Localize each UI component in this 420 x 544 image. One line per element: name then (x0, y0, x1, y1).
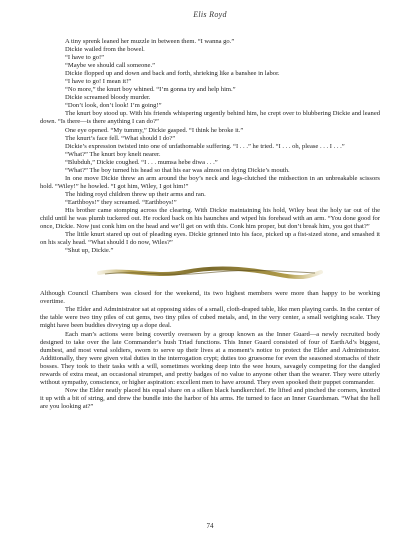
paragraph: In one move Dickie threw an arm around the boy’s neck and legs-clutched the midsection in an unbreakable scissors hold. “Wiley!” he howled. “I got him, Wiley, I got him!” (40, 174, 380, 190)
page-body (40, 38, 380, 411)
paragraph: “Shut up, Dickie.” (65, 247, 114, 255)
paragraph: Each man’s actions were being covertly overseen by a group known as the Inner Guard—a newly recruited body designed to take over the late Commander’s hush Triad functions. This Inner Guard consisted of four of EarthAd’s biggest, dumbest, and most venal soldiers, sworn to serve up their lives at a moment’s notice to protect the Elder and Administrator. Additionally, they were given vital duties in the interrogation crypt; duties too gruesome for even the seasoned stomachs of their bosses. They took to their tasks with a will, sometimes working deep into the wee hours, savagely competing for the dangled rewards of extra meat, an occasional strumpet, and pretty badges of no value to anyone other than the wearer. They were utterly without sympathy, conscience, or higher aspiration: excellent men to have around. They even spooked their puppet commander. (40, 330, 380, 386)
section-one (40, 38, 380, 255)
running-header: Elis Royd (193, 10, 227, 19)
paragraph: Dickie screamed bloody murder. (65, 94, 151, 102)
paragraph: A tiny sprenk leaned her muzzle in between them. “I wanna go.” (65, 38, 235, 45)
ornament-divider-icon (95, 266, 325, 280)
paragraph: “I have to go! I mean it!” (65, 78, 132, 86)
page-number: 74 (206, 522, 214, 530)
paragraph: “Blubduh,” Dickie coughed. “I . . . mumsa hebe diwa . . .” (65, 158, 218, 166)
paragraph: One eye opened. “My tummy,” Dickie gasped. “I think he broke it.” (65, 126, 244, 134)
paragraph: “What?” The boy turned his head so that his ear was almost on dying Dickie’s mouth. (65, 166, 290, 174)
paragraph: The hiding royd children threw up their arms and ran. (65, 190, 206, 198)
paragraph: Now the Elder neatly placed his equal share on a silken black handkerchief. He lifted and pinched the corners, knotted it up with a bit of string, and drew the bundle into the harbor of his arms. He turned to face an Inner Guardsman. “What the hell are you looking at?” (40, 386, 380, 410)
section-divider (40, 266, 380, 280)
paragraph: Dickie wailed from the bowel. (65, 46, 145, 54)
section-two (40, 290, 380, 411)
paragraph: The Elder and Administrator sat at opposing sides of a small, cloth-draped table, like men playing cards. In the center of the table were two tiny piles of cut gems, two tiny piles of cubed metals, and, in the very center, a small weighing scale. They might have been buddies divvying up a dope deal. (40, 306, 380, 330)
paragraph: Dickie flopped up and down and back and forth, shrieking like a banshee in labor. (65, 70, 280, 78)
paragraph: The knurt’s face fell. “What should I do?” (65, 134, 176, 142)
paragraph: Dickie’s expression twisted into one of unfathomable suffering. “I . . .” he tried. “I . . . oh, please . . . I . . .” (65, 142, 345, 150)
paragraph: “What?” The knurt boy knelt nearer. (65, 150, 161, 158)
paragraph: “I have to go!” (65, 54, 105, 62)
paragraph: “No more,” the knurt boy whined. “I’m gonna try and help him.” (65, 86, 236, 94)
paragraph: The knurt boy stood up. With his friends whispering urgently behind him, he crept over to blubbering Dickie and leaned down. “Is there—is there anything I can do?” (40, 110, 380, 126)
paragraph: “Don’t look, don’t look! I’m going!” (65, 102, 162, 110)
paragraph: “Earthboys!” they screamed. “Earthboys!” (65, 198, 177, 206)
paragraph: Although Council Chambers was closed for the weekend, its two highest members were more than happy to be working overtime. (40, 290, 380, 306)
paragraph: The little knurt stared up out of pleading eyes. Dickie grinned into his face, picked up a fist-sized stone, and smashed it on his scaly head. “What should I do now, Wiles?” (40, 231, 380, 247)
paragraph: “Maybe we should call someone.” (65, 62, 155, 70)
paragraph: His brother came stomping across the clearing. With Dickie maintaining his hold, Wiley beat the holy tar out of the child until he was plumb tuckered out. He rocked back on his haunches and wiped his forehead with an arm. “You done good for once, Dickie. Now just conk him on the head and we’ll get on with this. Conk him proper, but don’t break him, you got that?” (40, 206, 380, 231)
